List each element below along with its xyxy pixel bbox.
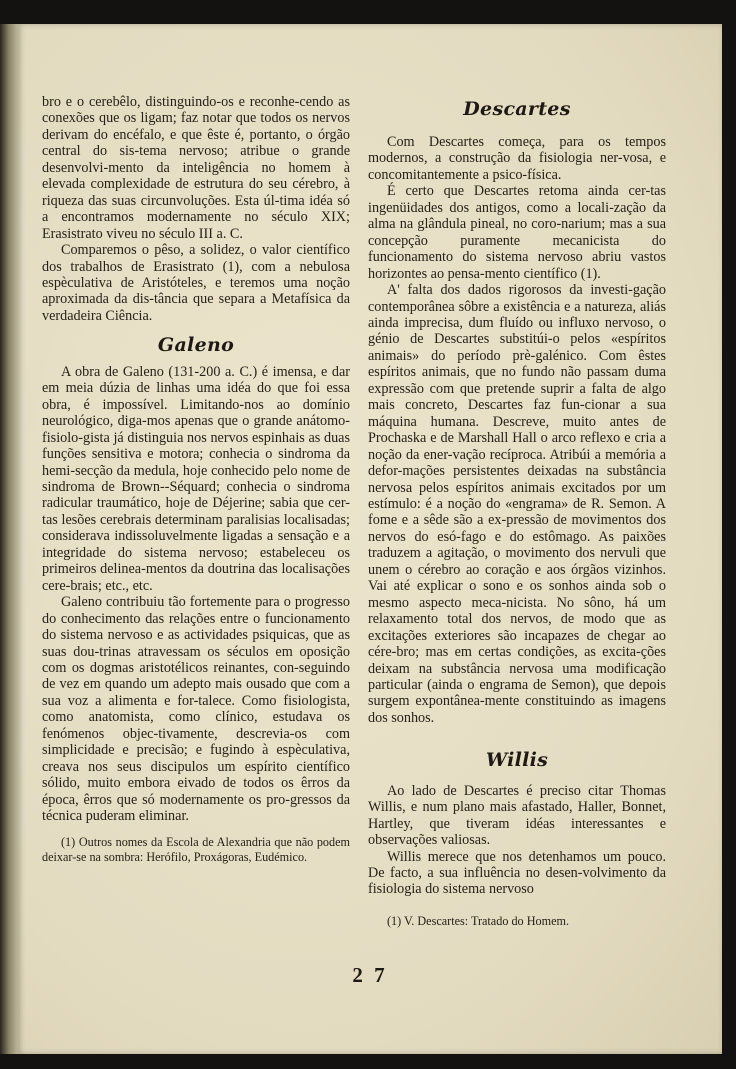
page-number: 2 7 <box>352 963 388 987</box>
scan-border <box>0 0 736 24</box>
section-heading-descartes: Descartes <box>463 98 571 120</box>
paragraph: bro e o cerebêlo, distinguindo-os e reconhe-cendo as conexões que os ligam; faz notar que todos os nervos derivam do encéfalo, e que êste é, portanto, o órgão central do sis-tema nervoso; atribue o grande desenvolvi-mento da inteligência no homem à elevada complexidade de estrutura do seu cérebro, à riqueza das suas circunvoluções. Esta úl-tima idéa só a encontramos modernamente no século XIX; Erasistrato viveu no século III a. C. <box>42 94 350 242</box>
paragraph: É certo que Descartes retoma ainda cer-tas ingenüidades dos antigos, como a locali-zação da alma na glândula pineal, no coro-narium; mas a sua concepção puramente mecanicista do funcionamento do sistema nervoso abriu vastos horizontes ao pensa-mento científico (1). <box>368 183 666 282</box>
paragraph: Ao lado de Descartes é preciso citar Thomas Willis, e num plano mais afastado, Haller, Bonnet, Hartley, que tiveram idéas interessantes e observações valiosas. <box>368 782 666 849</box>
paragraph: A obra de Galeno (131-200 a. C.) é imensa, e dar em meia dúzia de linhas uma idéa do que foi essa obra, é impossível. Limitando-nos ao domínio neurológico, diga-mos apenas que o grande anátomo-fisiolo-gista já distinguia nos nervos espinhais as duas funções sensitiva e motora; conhecia o sindroma da hemi-secção da medula, hoje conhecido pelo nome de sindroma de Brown--Séquard; conhecia o sindroma radicular traumático, hoje de Déjerine; sabia que cer-tas lesões cerebrais determinam paralisias localisadas; considerava indissoluvelmente ligadas a sensação e a integridade do sistema nervoso; estabeleceu os primeiros delinea-mentos da doutrina das localisações cere-brais; etc., etc. <box>42 363 350 594</box>
book-spine <box>0 24 20 1054</box>
right-column <box>368 134 666 928</box>
paragraph: Galeno contribuiu tão fortemente para o progresso do conhecimento das relações entre o funcionamento do sistema nervoso e as actividades psiquicas, que as suas dou-trinas atravessam os séculos em oposição com os dogmas aristotélicos reinantes, con-seguindo de vez em quando um adepto mais ousado que com a sua voz a alimenta e for-talece. Como fisiologista, como anatomista, como clínico, estudava os fenómenos objec-tivamente, descrevia-os com simplicidade e precisão; e fugindo à espèculativa, creava nos seus discipulos um espírito científico sólido, muito embora eivado de todos os êrros da época, êrros que só modernamente os pro-gressos da técnica puderam eliminar. <box>42 594 350 825</box>
paragraph: Comparemos o pêso, a solidez, o valor científico dos trabalhos de Erasistrato (1), com a nebulosa espèculativa de Aristóteles, e teremos uma noção aproximada da dis-tância que separa a Metafísica da verdadeira Ciência. <box>42 242 350 324</box>
paragraph: Com Descartes começa, para os tempos modernos, a construção da fisiologia ner-vosa, e concomitantemente a psico-física. <box>368 134 666 183</box>
footnote: (1) V. Descartes: Tratado do Homem. <box>387 913 570 928</box>
paragraph: A' falta dos dados rigorosos da investi-gação contemporânea sôbre a existência e a natureza, aliás ainda imprecisa, dum fluído ou influxo nervoso, o génio de Descartes substitúi-o pelos «espíritos animais» do período prè-galénico. Com êstes espíritos animais, que no fundo não passam duma expressão com que pretende suprir a falta de algo mais concreto, Descartes faz fun-cionar a sua máquina humana. Descreve, muito antes de Prochaska e de Marshall Hall o arco reflexo e cria a noção da ener-vação recíproca. Atribúi a memória a defor-mações persistentes deixadas na substância nervosa pelos espíritos animais excitados por um estímulo: é a noção do «engrama» de R. Semon. A fome e a sêde são a ex-pressão de movimentos dos nervos do esó-fago e do estômago. As paixões traduzem a agitação, o movimento dos nervuli que unem o cérebro ao coração e aos órgãos vizinhos. Vai até explicar o sono e os sonhos ainda sob o mesmo aspecto meca-nicista. No sôno, há um relaxamento total dos nervos, de modo que as excitações exteriores são incapazes de chegar ao cére-bro; mas em certas condições, as excita-ções deixam na substância nervosa uma modificação particular (ainda o engrama de Semon), que depois surgem expontânea-mente constituindo as imagens dos sonhos. <box>368 282 666 726</box>
section-heading-galeno: Galeno <box>157 334 235 357</box>
book-page <box>18 24 722 1054</box>
section-heading-willis: Willis <box>485 749 549 772</box>
paragraph: Willis merece que nos detenhamos um pouco. De facto, a sua influência no desen-volvimento da fisiologia do sistema nervoso <box>368 848 666 898</box>
left-column <box>42 94 350 864</box>
footnote: (1) Outros nomes da Escola de Alexandria que não podem deixar-se na sombra: Herófilo, Proxágoras, Eudémico. <box>42 835 350 864</box>
